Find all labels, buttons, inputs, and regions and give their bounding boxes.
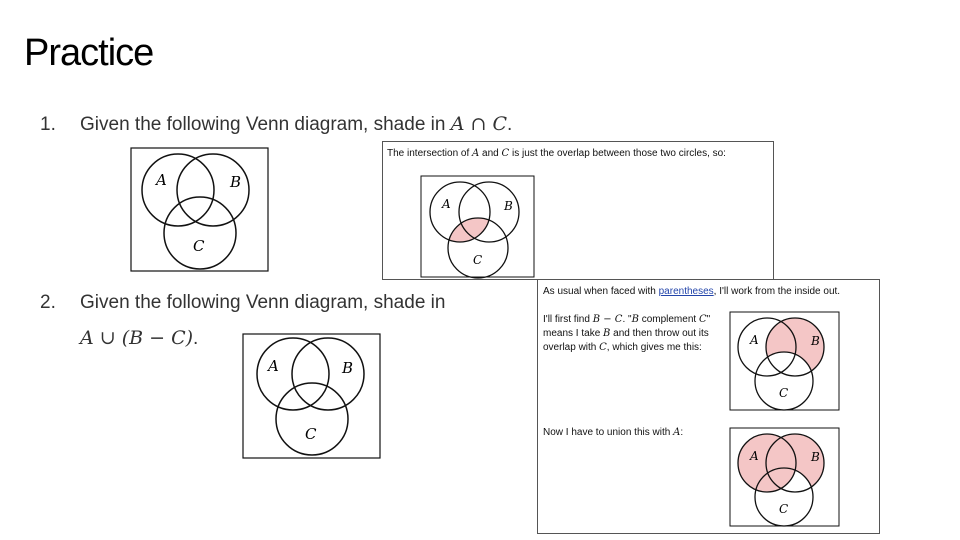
venn-1-label-c: C: [193, 237, 205, 255]
step-1-c-label-2: C: [599, 342, 607, 353]
question-1-end: .: [507, 114, 513, 135]
step-1-c: complement: [638, 314, 699, 325]
step-2-a: Now I have to union this with: [543, 427, 674, 438]
answer-1-venn-label-a: A: [442, 197, 451, 211]
answer-1-p3: is just the overlap between those two circles, so:: [509, 148, 726, 159]
step-2-b: :: [680, 427, 684, 438]
step-1-b: . ": [622, 314, 632, 325]
step-1-venn-label-c: C: [779, 386, 789, 400]
venn-diagram-1: [130, 147, 270, 273]
question-2: [40, 292, 445, 314]
venn-2-label-c: C: [305, 425, 317, 443]
question-2-math-line: [80, 327, 198, 350]
answer-1-venn-diagram: [420, 175, 536, 279]
step-1-e: and then throw out its overlap with: [543, 328, 709, 353]
question-2-math: A ∪ (B − C): [80, 327, 194, 349]
question-1-number: 1.: [40, 114, 56, 135]
step-1-b-label-2: B: [603, 328, 611, 339]
answer-1-text: [387, 147, 726, 161]
answer-1-p2: and: [479, 148, 502, 159]
question-1-text: Given the following Venn diagram, shade in: [80, 114, 451, 135]
venn-2-label-b: B: [342, 359, 354, 377]
answer-1-c: C: [501, 148, 510, 159]
step-2-venn-label-a: A: [750, 449, 759, 463]
step-1-a: I'll first find: [543, 314, 593, 325]
step-1-b-label: B: [631, 314, 639, 325]
answer-box-2: [537, 279, 880, 534]
step-1-c-label: C: [698, 314, 707, 325]
question-1-math: A ∩ C: [450, 113, 507, 135]
venn-2-label-a: A: [268, 357, 279, 375]
answer-1-venn-label-b: B: [504, 199, 513, 213]
answer-2-venn-step-2: [729, 427, 841, 528]
step-1-f: , which gives me this:: [606, 342, 702, 353]
step-2-venn-label-b: B: [811, 450, 820, 464]
answer-2-intro-b: , I'll work from the inside out.: [713, 286, 841, 297]
page-title: Practice: [24, 32, 154, 74]
step-2-venn-label-c: C: [779, 502, 789, 516]
question-2-end: .: [193, 328, 199, 349]
venn-1-label-a: A: [156, 171, 167, 189]
question-1: [40, 113, 512, 136]
answer-1-p1: The intersection of: [387, 148, 473, 159]
answer-2-step-2: [543, 426, 683, 440]
question-2-number: 2.: [40, 292, 56, 313]
answer-2-step-1: [543, 313, 721, 355]
answer-1-venn-label-c: C: [473, 253, 483, 267]
answer-2-intro-a: As usual when faced with: [543, 286, 659, 297]
step-1-math: B − C: [592, 314, 623, 325]
venn-1-label-b: B: [230, 173, 242, 191]
answer-box-1: [382, 141, 774, 280]
answer-2-intro: [543, 285, 840, 299]
question-2-text: Given the following Venn diagram, shade in: [80, 292, 446, 313]
step-1-venn-label-b: B: [811, 334, 820, 348]
step-1-d: " means I take: [543, 314, 711, 339]
parentheses-link[interactable]: parentheses: [658, 286, 714, 297]
step-2-a-label: A: [673, 427, 681, 438]
answer-2-venn-step-1: [729, 311, 841, 412]
answer-1-a: A: [472, 148, 480, 159]
venn-diagram-2: [242, 333, 382, 460]
step-1-venn-label-a: A: [750, 333, 759, 347]
